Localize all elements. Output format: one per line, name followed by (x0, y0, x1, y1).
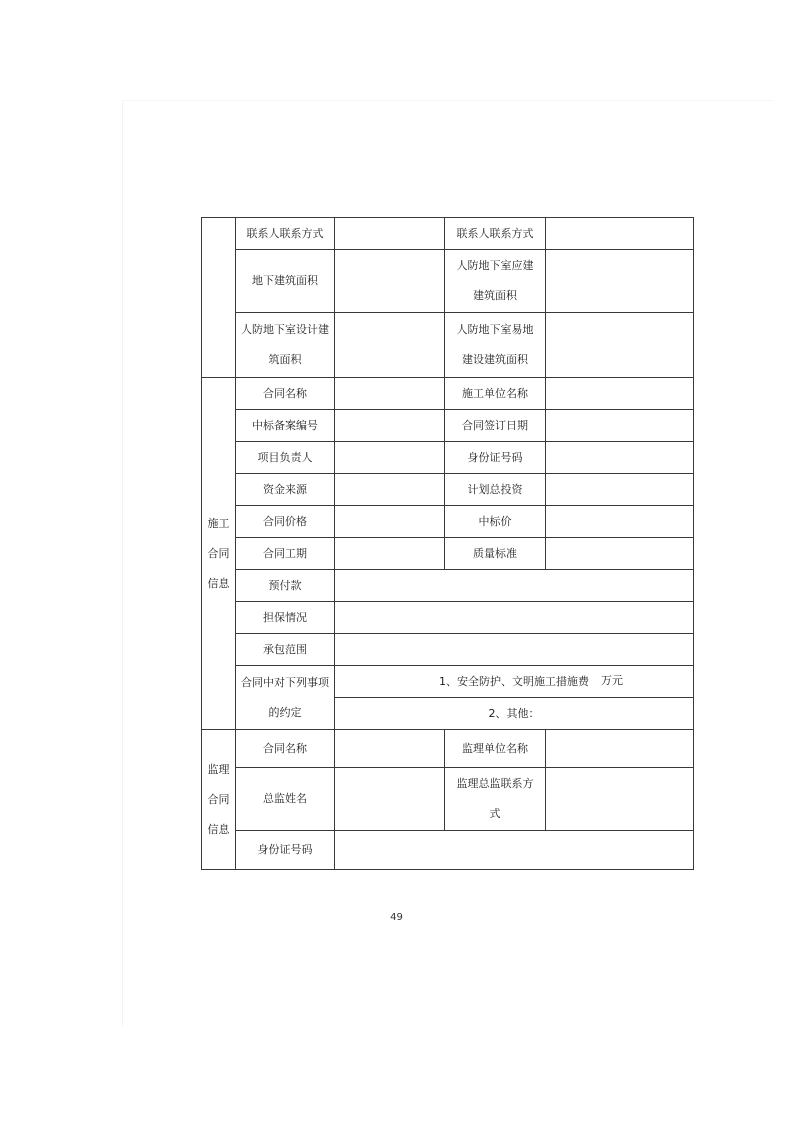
label-line: 的约定 (268, 705, 302, 719)
field-label: 联系人联系方式 (236, 218, 335, 250)
table-row (202, 831, 694, 870)
label-line: 人防地下室易地 (456, 323, 534, 336)
field-label (445, 768, 546, 831)
section-title-line: 监理 (207, 762, 230, 776)
field-label: 合同名称 (236, 730, 335, 768)
table-row (202, 250, 694, 313)
table-row (202, 730, 694, 768)
label-line: 合同中对下列事项 (241, 675, 329, 689)
table-row (202, 634, 694, 666)
field-label (236, 313, 335, 378)
table-row (202, 218, 694, 250)
other-item[interactable]: 2、其他： (335, 698, 694, 730)
table-row (202, 768, 694, 831)
label-line: 监理总监联系方 (456, 777, 534, 790)
field-label (236, 666, 335, 730)
field-value[interactable] (335, 506, 445, 538)
label-line: 人防地下室设计建 (241, 323, 329, 336)
field-value[interactable] (335, 442, 445, 474)
table-row (202, 410, 694, 442)
field-value[interactable] (335, 570, 694, 602)
field-label: 合同名称 (236, 378, 335, 410)
field-label: 项目负责人 (236, 442, 335, 474)
table-row (202, 474, 694, 506)
field-label: 合同工期 (236, 538, 335, 570)
table-row (202, 570, 694, 602)
field-value[interactable] (335, 768, 445, 831)
section-title-line: 合同 (207, 546, 230, 560)
table-row (202, 538, 694, 570)
label-line: 建筑面积 (473, 289, 517, 302)
section-title-line: 施工 (207, 516, 230, 530)
field-value[interactable] (335, 250, 445, 313)
table-row (202, 378, 694, 410)
field-label: 承包范围 (236, 634, 335, 666)
label-line: 人防地下室应建 (456, 259, 534, 272)
field-label: 中标价 (445, 506, 546, 538)
field-value[interactable] (335, 730, 445, 768)
table-row (202, 506, 694, 538)
field-label: 施工单位名称 (445, 378, 546, 410)
field-value[interactable] (546, 506, 694, 538)
field-label: 担保情况 (236, 602, 335, 634)
field-label: 合同签订日期 (445, 410, 546, 442)
construction-section-label (202, 378, 236, 730)
field-value[interactable] (546, 538, 694, 570)
label-line: 式 (489, 807, 501, 820)
field-label: 计划总投资 (445, 474, 546, 506)
section-title-line: 信息 (207, 822, 230, 836)
field-value[interactable] (335, 474, 445, 506)
field-value[interactable] (335, 634, 694, 666)
page-number: 49 (390, 912, 403, 923)
field-label: 监理单位名称 (445, 730, 546, 768)
field-value[interactable] (546, 442, 694, 474)
contract-info-form (201, 217, 694, 870)
field-value[interactable] (335, 831, 694, 870)
field-value[interactable] (546, 730, 694, 768)
field-value[interactable] (546, 378, 694, 410)
safety-fee-item[interactable] (335, 666, 694, 698)
field-value[interactable] (546, 313, 694, 378)
supervision-section-label (202, 730, 236, 870)
field-value[interactable] (546, 410, 694, 442)
field-value[interactable] (335, 218, 445, 250)
field-value[interactable] (335, 378, 445, 410)
field-label: 身份证号码 (236, 831, 335, 870)
field-value[interactable] (335, 410, 445, 442)
table-row (202, 442, 694, 474)
label-line: 建设建筑面积 (462, 353, 528, 366)
field-label: 预付款 (236, 570, 335, 602)
field-value[interactable] (546, 768, 694, 831)
table-row (202, 666, 694, 698)
field-label: 联系人联系方式 (445, 218, 546, 250)
table-row (202, 602, 694, 634)
table-row (202, 313, 694, 378)
field-label: 总监姓名 (236, 768, 335, 831)
safety-fee-text: 1、安全防护、文明施工措施费 (439, 674, 589, 688)
field-value[interactable] (335, 538, 445, 570)
field-value[interactable] (546, 474, 694, 506)
field-value[interactable] (335, 602, 694, 634)
section-title-line: 合同 (207, 792, 230, 806)
field-value[interactable] (546, 250, 694, 313)
field-label (445, 250, 546, 313)
field-label: 地下建筑面积 (236, 250, 335, 313)
fee-unit: 万元 (601, 674, 623, 687)
field-label: 质量标准 (445, 538, 546, 570)
section-title-line: 信息 (207, 576, 230, 590)
field-label: 身份证号码 (445, 442, 546, 474)
field-label (445, 313, 546, 378)
field-label: 合同价格 (236, 506, 335, 538)
field-label: 资金来源 (236, 474, 335, 506)
label-line: 筑面积 (268, 353, 302, 366)
section-label-cell (202, 218, 236, 378)
field-value[interactable] (335, 313, 445, 378)
field-label: 中标备案编号 (236, 410, 335, 442)
field-value[interactable] (546, 218, 694, 250)
